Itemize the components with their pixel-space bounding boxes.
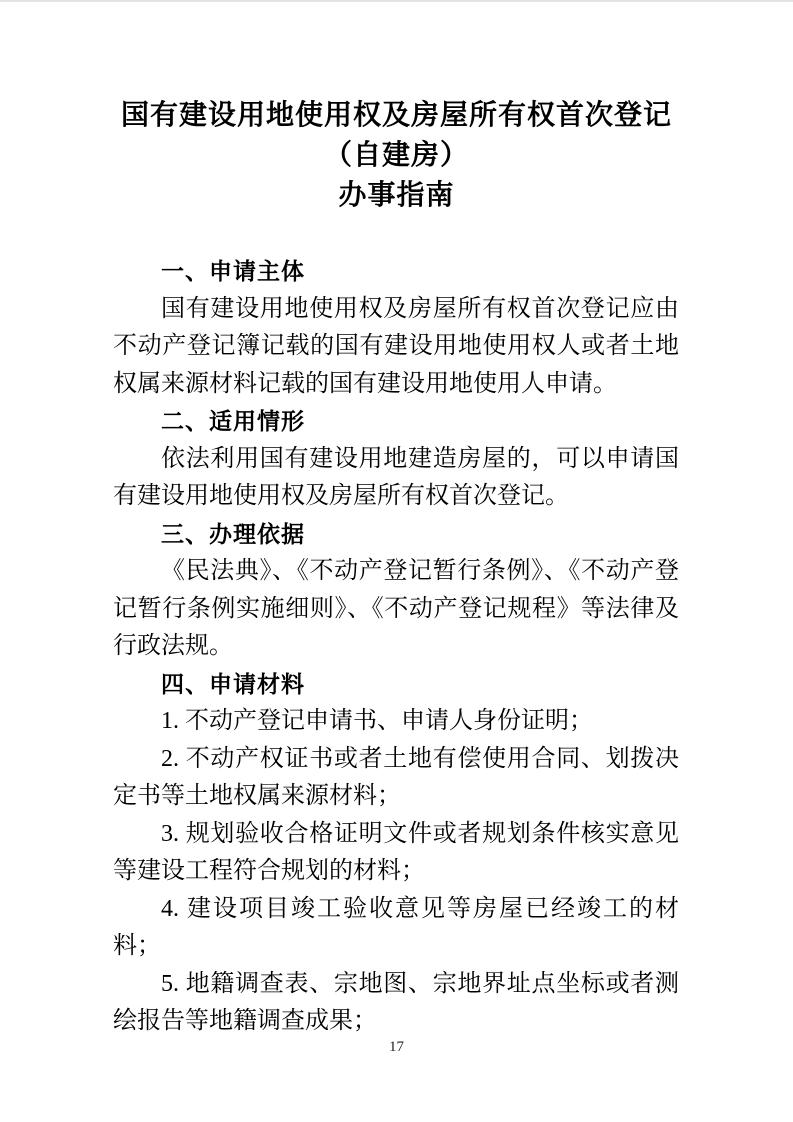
section-application-materials	[113, 666, 679, 1041]
list-item-3: 3. 规划验收合格证明文件或者规划条件核实意见等建设工程符合规划的材料；	[113, 820, 679, 884]
section-heading: 一、申请主体	[161, 258, 305, 284]
section-legal-basis	[113, 516, 679, 666]
paragraph: 国有建设用地使用权及房屋所有权首次登记应由不动产登记簿记载的国有建设用地使用权人或者土地权属来源材料记载的国有建设用地使用人申请。	[113, 295, 679, 397]
title-line-subtitle: （自建房）	[323, 140, 469, 171]
title-line-guide: 办事指南	[338, 180, 455, 211]
page-number: 17	[389, 1039, 404, 1055]
section-heading: 四、申请材料	[161, 670, 305, 697]
paragraph: 依法利用国有建设用地建造房屋的，可以申请国有建设用地使用权及房屋所有权首次登记。	[113, 445, 679, 509]
document-title	[0, 96, 793, 216]
page-footer	[0, 1038, 793, 1056]
list-item-5: 5. 地籍调查表、宗地图、宗地界址点坐标或者测绘报告等地籍调查成果；	[113, 970, 679, 1034]
title-line-main: 国有建设用地使用权及房屋所有权首次登记	[120, 100, 672, 131]
list-item-4: 4. 建设项目竣工验收意见等房屋已经竣工的材料；	[113, 895, 679, 959]
document-body	[113, 253, 679, 1041]
section-application-subject	[113, 253, 679, 403]
list-item-1: 1. 不动产登记申请书、申请人身份证明；	[161, 708, 593, 734]
section-applicable-situations	[113, 403, 679, 516]
section-heading: 二、适用情形	[161, 408, 305, 434]
list-item-2: 2. 不动产权证书或者土地有偿使用合同、划拨决定书等土地权属来源材料；	[113, 745, 679, 809]
section-heading: 三、办理依据	[161, 520, 305, 547]
paragraph: 《民法典》、《不动产登记暂行条例》、《不动产登记暂行条例实施细则》、《不动产登记规程》等法律及行政法规。	[113, 558, 679, 659]
